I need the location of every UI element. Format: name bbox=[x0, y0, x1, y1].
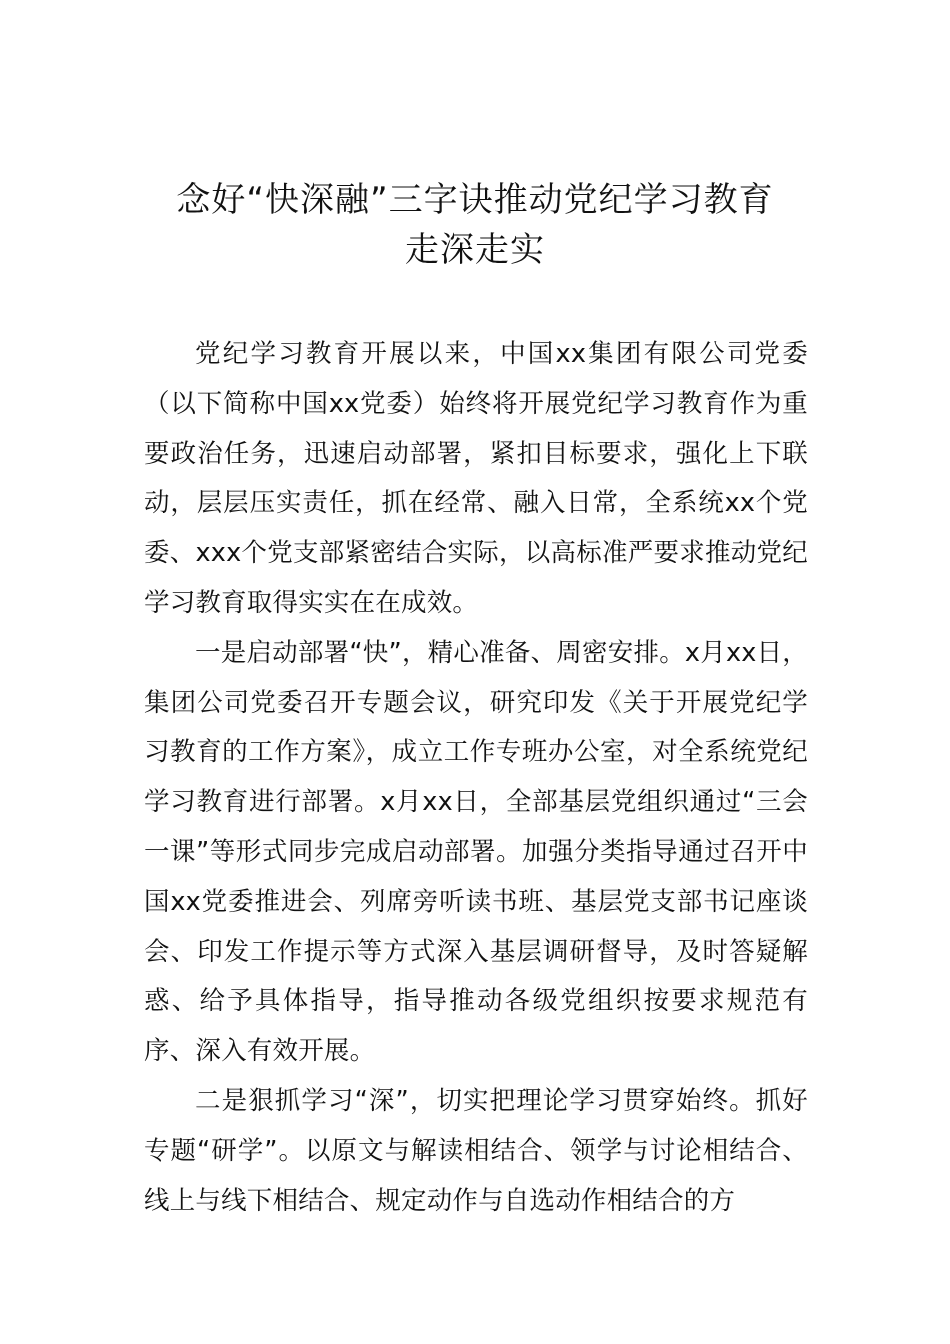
paragraph-intro: 党纪学习教育开展以来，中国xx集团有限公司党委（以下简称中国xx党委）始终将开展党纪学习教育作为重要政治任务，迅速启动部署，紧扣目标要求，强化上下联动，层层压实责任，抓在经常、融入日常，全系统xx个党委、xxx个党支部紧密结合实际，以高标准严要求推动党纪学习教育取得实实在在成效。 bbox=[144, 339, 808, 618]
document-title bbox=[120, 175, 830, 275]
paragraph-point-two: 二是狠抓学习“深”，切实把理论学习贯穿始终。抓好专题“研学”。以原文与解读相结合、领学与讨论相结合、线上与线下相结合、规定动作与自选动作相结合的方 bbox=[144, 1085, 808, 1216]
title-line-1: 念好“快深融”三字诀推动党纪学习教育 bbox=[176, 180, 774, 220]
title-line-2: 走深走实 bbox=[405, 230, 545, 270]
paragraph-point-one: 一是启动部署“快”，精心准备、周密安排。x月xx日，集团公司党委召开专题会议，研究印发《关于开展党纪学习教育的工作方案》，成立工作专班办公室，对全系统党纪学习教育进行部署。x月xx日，全部基层党组织通过“三会一课”等形式同步完成启动部署。加强分类指导通过召开中国xx党委推进会、列席旁听读书班、基层党支部书记座谈会、印发工作提示等方式深入基层调研督导，及时答疑解惑、给予具体指导，指导推动各级党组织按要求规范有序、深入有效开展。 bbox=[144, 637, 808, 1067]
document-body bbox=[144, 330, 808, 1226]
